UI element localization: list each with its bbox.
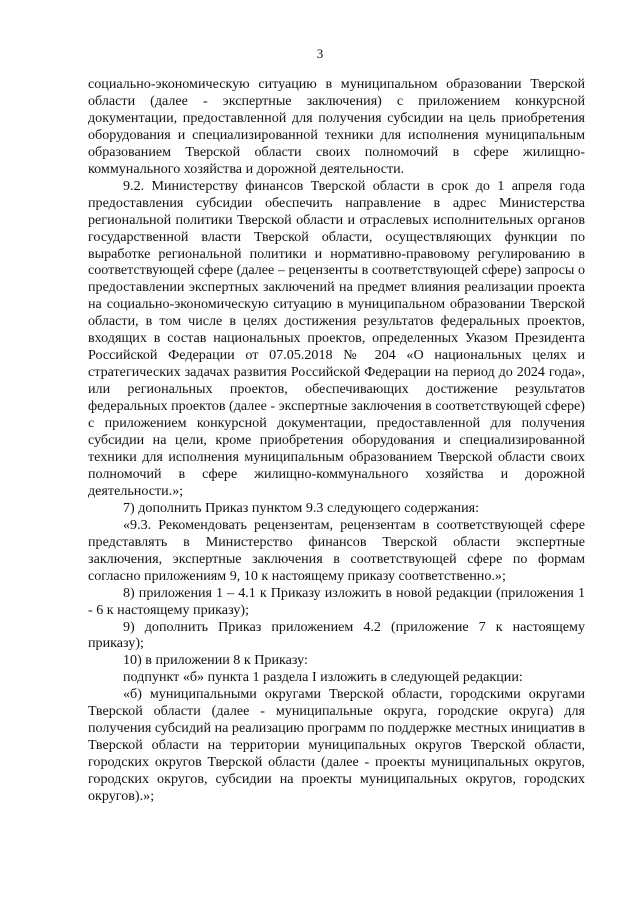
paragraph: социально-экономическую ситуацию в муниципальном образовании Тверской области (далее - экспертные заключения) с приложением конкурсной документации, предоставленной для получения субсидии на цель приобретения оборудования и специализированной техники для исполнения муниципальным образованием Тверской области своих полномочий в сфере жилищно-коммунального хозяйства и дорожной деятельности. (88, 76, 585, 177)
paragraph: 10) в приложении 8 к Приказу: (123, 652, 308, 669)
paragraph: 7) дополнить Приказ пунктом 9.3 следующего содержания: (123, 499, 480, 516)
document-body (88, 76, 585, 805)
page-number: 3 (316, 46, 324, 61)
paragraph: 9) дополнить Приказ приложением 4.2 (приложение 7 к настоящему приказу); (88, 618, 585, 652)
paragraph: подпункт «б» пункта 1 раздела I изложить в следующей редакции: (123, 669, 523, 686)
paragraph: «б) муниципальными округами Тверской области, городскими округами Тверской области (далее - муниципальные округа, городские округа) для получения субсидий на реализацию программ по поддержке местных инициатив в Тверской области на территории муниципальных округов Тверской области, городских округов Тверской области (далее - проекты муниципальных округов, городских округов, субсидии на проекты муниципальных округов, городских округов).»; (88, 686, 585, 805)
paragraph: «9.3. Рекомендовать рецензентам, рецензентам в соответствующей сфере представлять в Министерство финансов Тверской области экспертные заключения, экспертные заключения в соответствующей сфере по формам согласно приложениям 9, 10 к настоящему приказу соответственно.»; (88, 516, 585, 584)
paragraph: 8) приложения 1 – 4.1 к Приказу изложить в новой редакции (приложения 1 - 6 к настоящему приказу); (88, 584, 585, 618)
paragraph: 9.2. Министерству финансов Тверской области в срок до 1 апреля года предоставления субсидии обеспечить направление в адрес Министерства региональной политики Тверской области и отраслевых исполнительных органов государственной власти Тверской области, осуществляющих функции по выработке региональной политики и нормативно-правовому регулированию в соответствующей сфере (далее – рецензенты в соответствующей сфере) запросы о предоставлении экспертных заключений на предмет влияния реализации проекта на социально-экономическую ситуацию в муниципальном образовании Тверской области, в том числе в целях достижения результатов федеральных проектов, входящих в состав национальных проектов, определенных Указом Президента Российской Федерации от 07.05.2018 № 204 «О национальных целях и стратегических задачах развития Российской Федерации на период до 2024 года», или региональных проектов, обеспечивающих достижение результатов федеральных проектов (далее - экспертные заключения в соответствующей сфере) с приложением конкурсной документации, предоставленной для получения субсидии на цели, кроме приобретения оборудования и специализированной техники для исполнения муниципальным образованием Тверской области своих полномочий в сфере жилищно-коммунального хозяйства и дорожной деятельности.»; (88, 177, 585, 499)
